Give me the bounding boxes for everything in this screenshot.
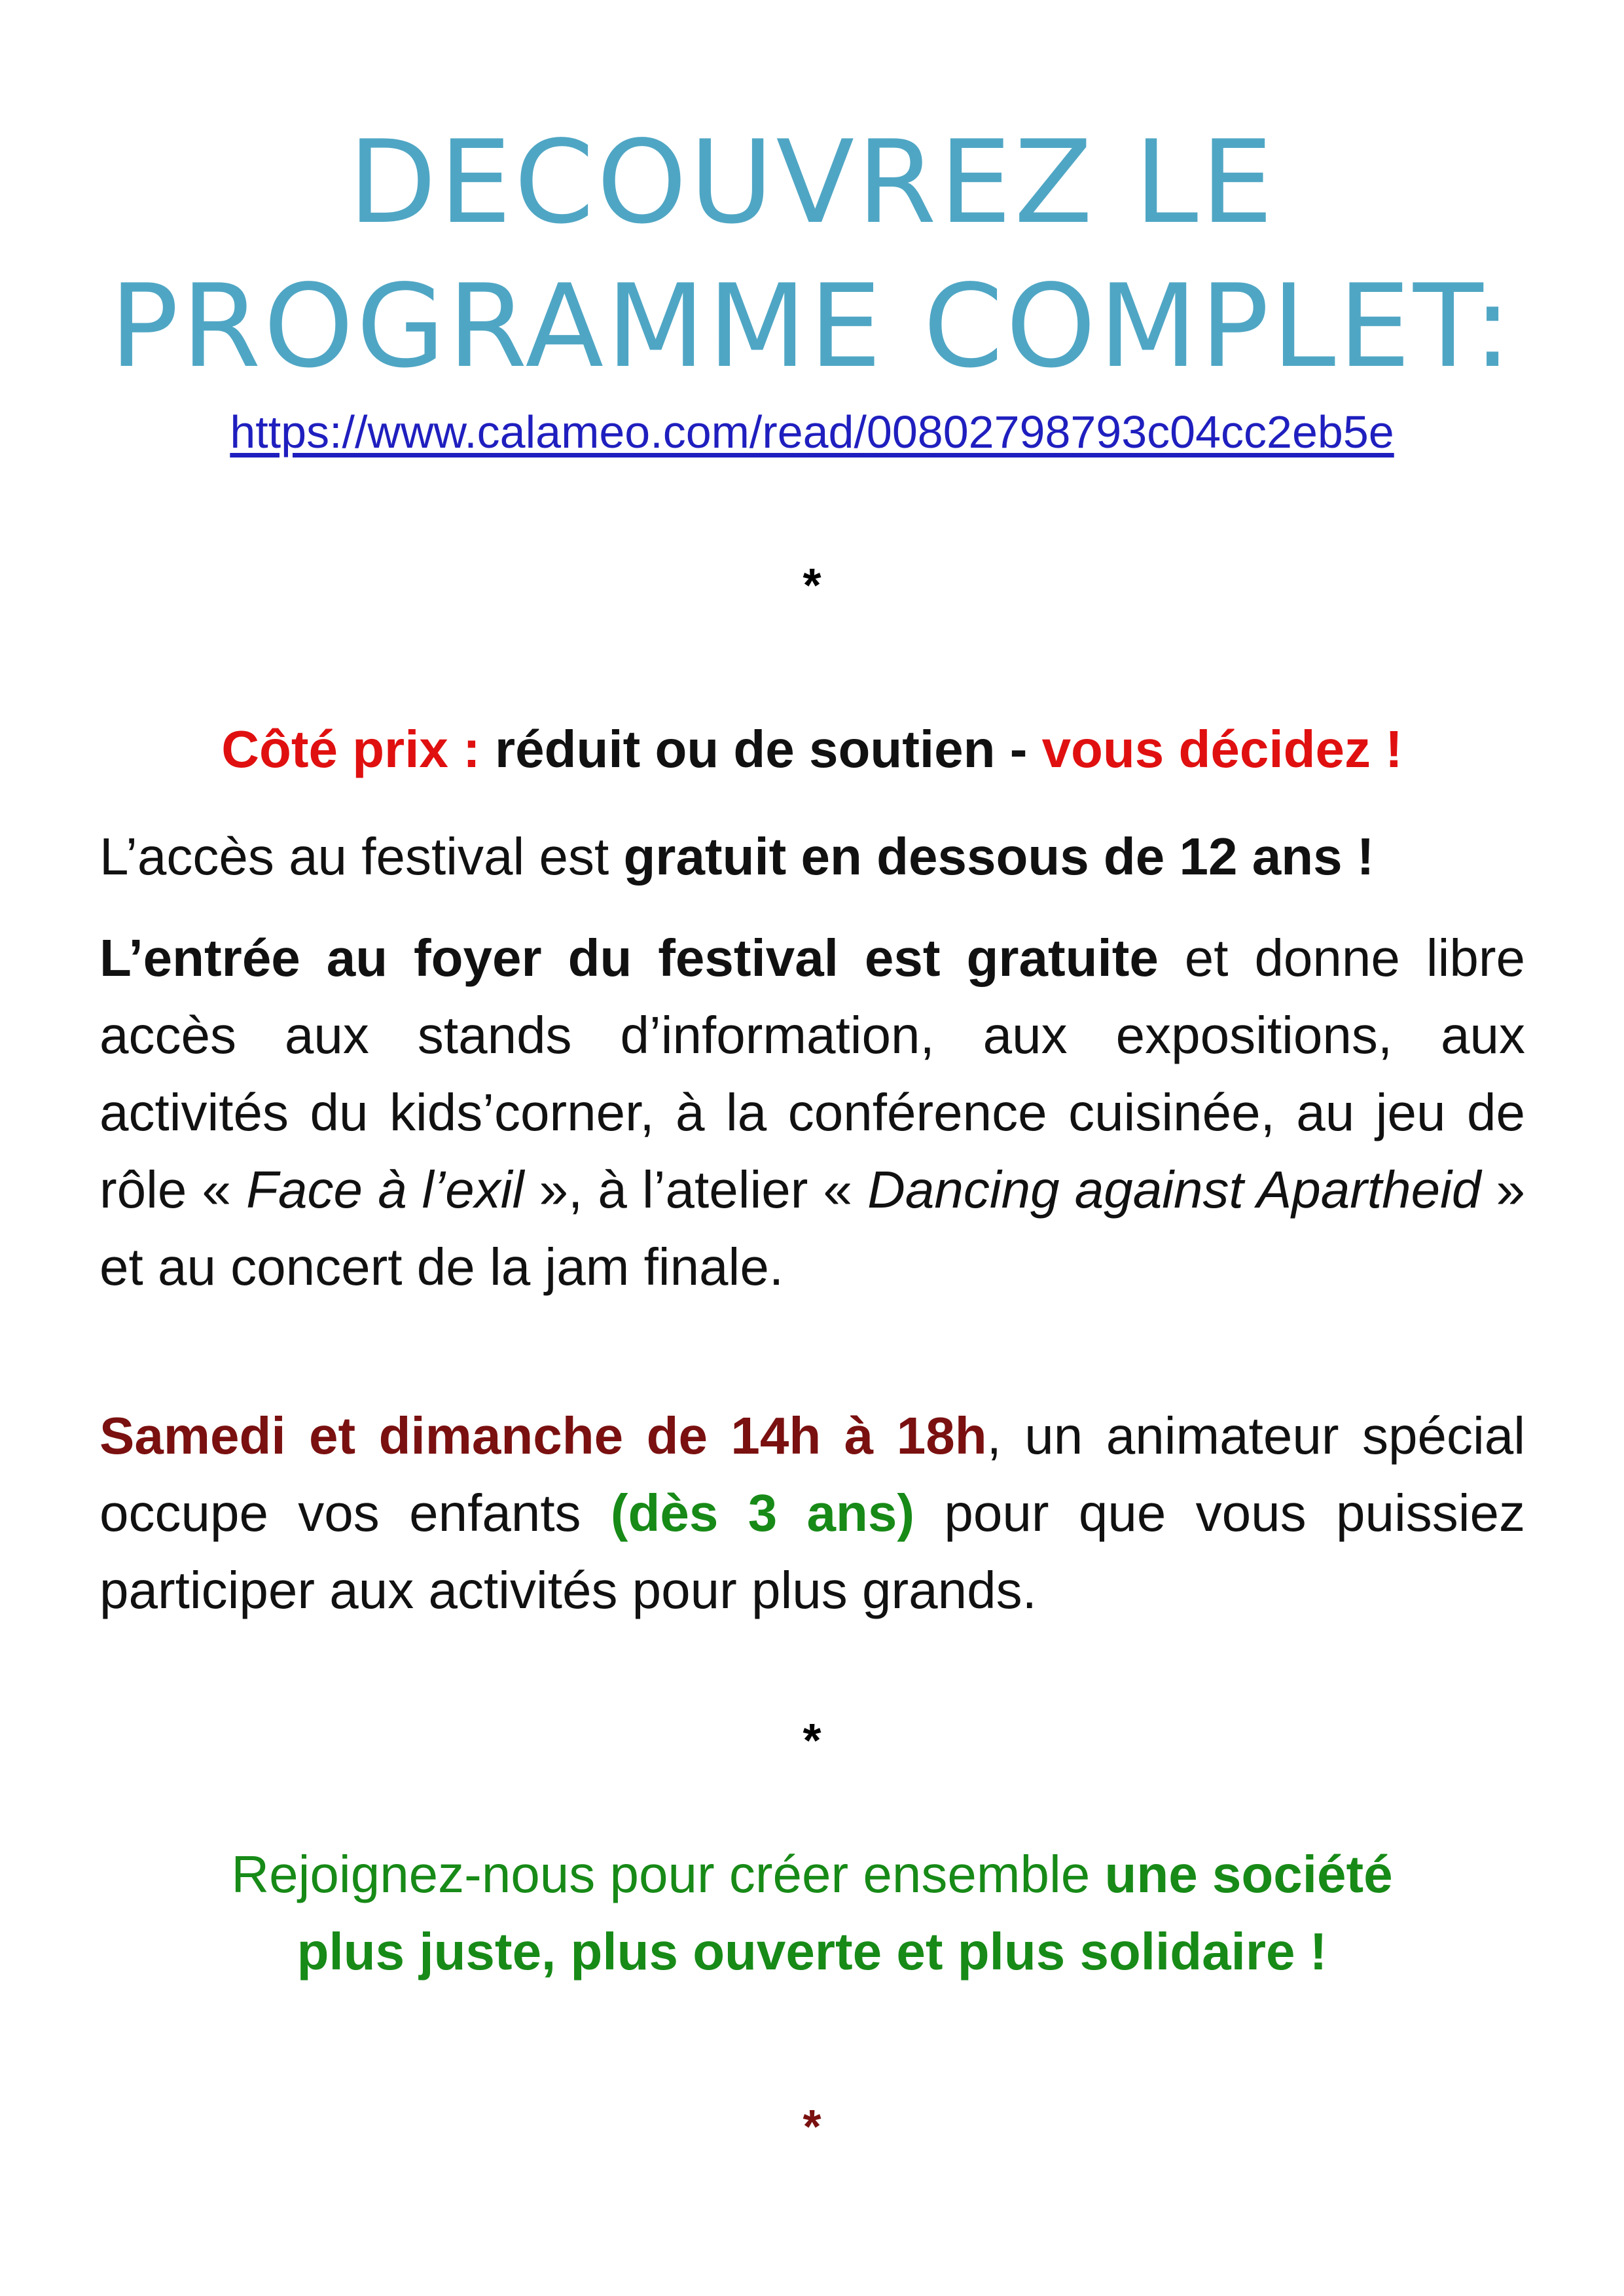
separator-star-2: * xyxy=(803,1715,821,1767)
title-line-1: DECOUVREZ LE xyxy=(348,117,1276,249)
access-paragraph xyxy=(99,818,1525,895)
price-end: vous décidez ! xyxy=(1041,720,1403,778)
separator-star-3: * xyxy=(803,2101,821,2153)
entry-italic-2: Dancing against Apartheid xyxy=(867,1160,1481,1219)
entry-italic-1: Face à l’exil xyxy=(246,1160,524,1219)
price-middle: réduit ou de soutien - xyxy=(480,720,1042,778)
join-paragraph xyxy=(0,1836,1624,1990)
join-text: Rejoignez-nous pour créer ensemble xyxy=(231,1845,1105,1903)
join-bold-1: une société xyxy=(1104,1845,1393,1903)
weekend-text-2: pour que vous puissiez participer aux activités pour plus grands. xyxy=(99,1484,1525,1619)
separator-star-1: * xyxy=(803,560,821,612)
entry-text-3: » et au concert de la jam finale. xyxy=(99,1160,1525,1296)
price-label: Côté prix : xyxy=(221,720,480,778)
program-link[interactable]: https://www.calameo.com/read/00802798793c04cc2eb5e xyxy=(230,406,1394,457)
weekend-age: (dès 3 ans) xyxy=(610,1484,915,1542)
entry-bold-text: L’entrée au foyer du festival est gratuite xyxy=(99,929,1159,987)
program-link-container xyxy=(0,403,1624,461)
weekend-paragraph xyxy=(99,1397,1525,1629)
entry-paragraph xyxy=(99,920,1525,1306)
join-bold-2: plus juste, plus ouverte et plus solidaire ! xyxy=(297,1922,1327,1981)
weekend-hours: Samedi et dimanche de 14h à 18h xyxy=(99,1407,987,1465)
entry-text-1: et donne libre accès aux stands d’information, aux expositions, aux activités du kids’corner, à la conférence cuisinée, au jeu de rôle « xyxy=(99,929,1526,1219)
access-text: L’accès au festival est xyxy=(99,827,624,886)
access-free-text: gratuit en dessous de 12 ans ! xyxy=(623,827,1375,886)
price-line xyxy=(0,717,1624,782)
title-line-2: PROGRAMME COMPLET: xyxy=(109,260,1515,393)
weekend-text-1: , un animateur spécial occupe vos enfants xyxy=(99,1407,1525,1542)
entry-text-2: », à l’atelier « xyxy=(524,1160,868,1219)
